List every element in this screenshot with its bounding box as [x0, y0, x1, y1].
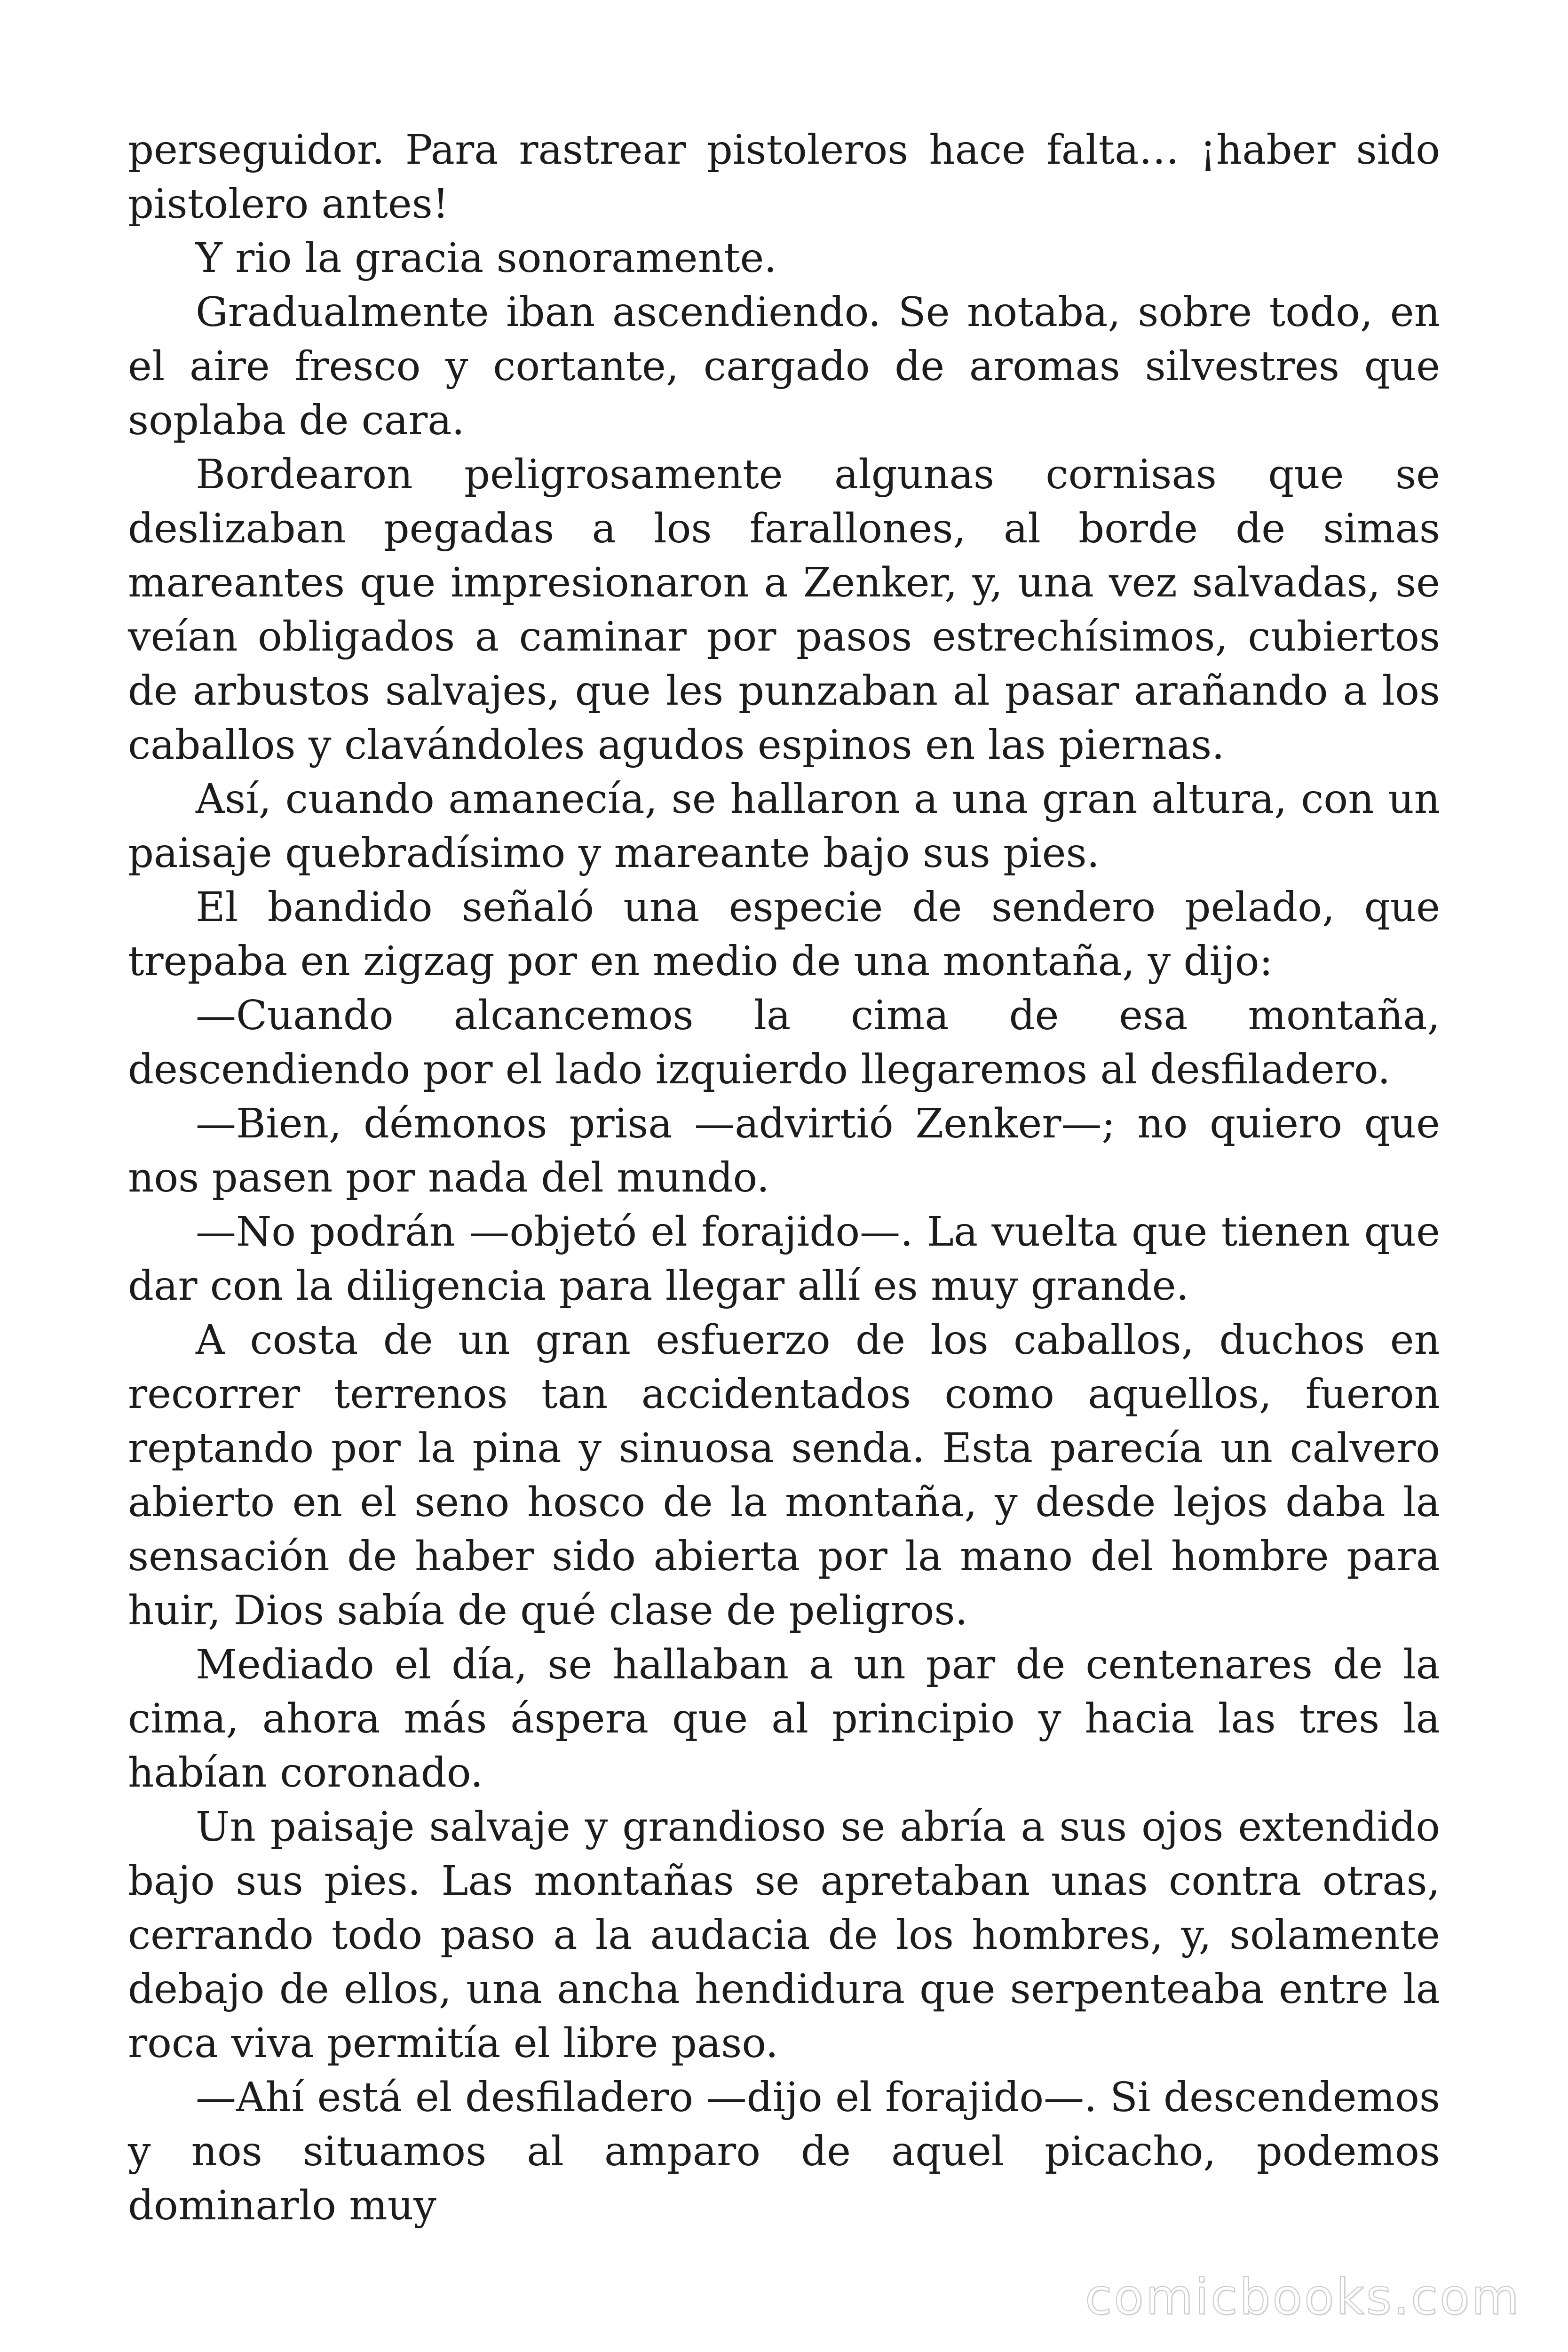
- paragraph: —Bien, démonos prisa —advirtió Zenker—; no quiero que nos pasen por nada del mundo.: [128, 1100, 1440, 1201]
- paragraph: —Cuando alcancemos la cima de esa montaña, descendiendo por el lado izquierdo llegaremos al desfiladero.: [128, 992, 1440, 1093]
- paragraph: Y rio la gracia sonoramente.: [196, 235, 777, 282]
- paragraph: Un paisaje salvaje y grandioso se abría a sus ojos extendido bajo sus pies. Las montañas se apretaban unas contra otras, cerrando todo paso a la audacia de los hombres, y, solamente debajo de ellos, una ancha hendidura que serpenteaba entre la roca viva permitía el libre paso.: [128, 1804, 1440, 2067]
- paragraph: Mediado el día, se hallaban a un par de centenares de la cima, ahora más áspera que al principio y hacia las tres la habían coronado.: [128, 1641, 1440, 1796]
- paragraph: Bordearon peligrosamente algunas cornisas que se deslizaban pegadas a los farallones, al borde de simas mareantes que impresionaron a Zenker, y, una vez salvadas, se veían obligados a caminar por pasos estrechísimos, cubiertos de arbustos salvajes, que les punzaban al pasar arañando a los caballos y clavándoles agudos espinos en las piernas.: [128, 451, 1440, 769]
- paragraph: Gradualmente iban ascendiendo. Se notaba, sobre todo, en el aire fresco y cortante, cargado de aromas silvestres que soplaba de cara.: [128, 289, 1440, 444]
- paragraph: perseguidor. Para rastrear pistoleros hace falta… ¡haber sido pistolero antes!: [128, 127, 1440, 228]
- paragraph: —Ahí está el desfiladero —dijo el forajido—. Si descendemos y nos situamos al amparo de aquel picacho, podemos dominarlo muy: [128, 2074, 1440, 2229]
- paragraph: A costa de un gran esfuerzo de los caballos, duchos en recorrer terrenos tan accidentados como aquellos, fueron reptando por la pina y sinuosa senda. Esta parecía un calvero abierto en el seno hosco de la montaña, y desde lejos daba la sensación de haber sido abierta por la mano del hombre para huir, Dios sabía de qué clase de peligros.: [128, 1317, 1440, 1634]
- paragraph: Así, cuando amanecía, se hallaron a una gran altura, con un paisaje quebradísimo y mareante bajo sus pies.: [128, 776, 1440, 877]
- page-body: [128, 123, 1440, 2233]
- watermark: comicbooks.com: [1085, 2268, 1521, 2326]
- paragraph: —No podrán —objetó el forajido—. La vuelta que tienen que dar con la diligencia para llegar allí es muy grande.: [128, 1208, 1440, 1310]
- paragraph: El bandido señaló una especie de sendero pelado, que trepaba en zigzag por en medio de una montaña, y dijo:: [128, 884, 1440, 985]
